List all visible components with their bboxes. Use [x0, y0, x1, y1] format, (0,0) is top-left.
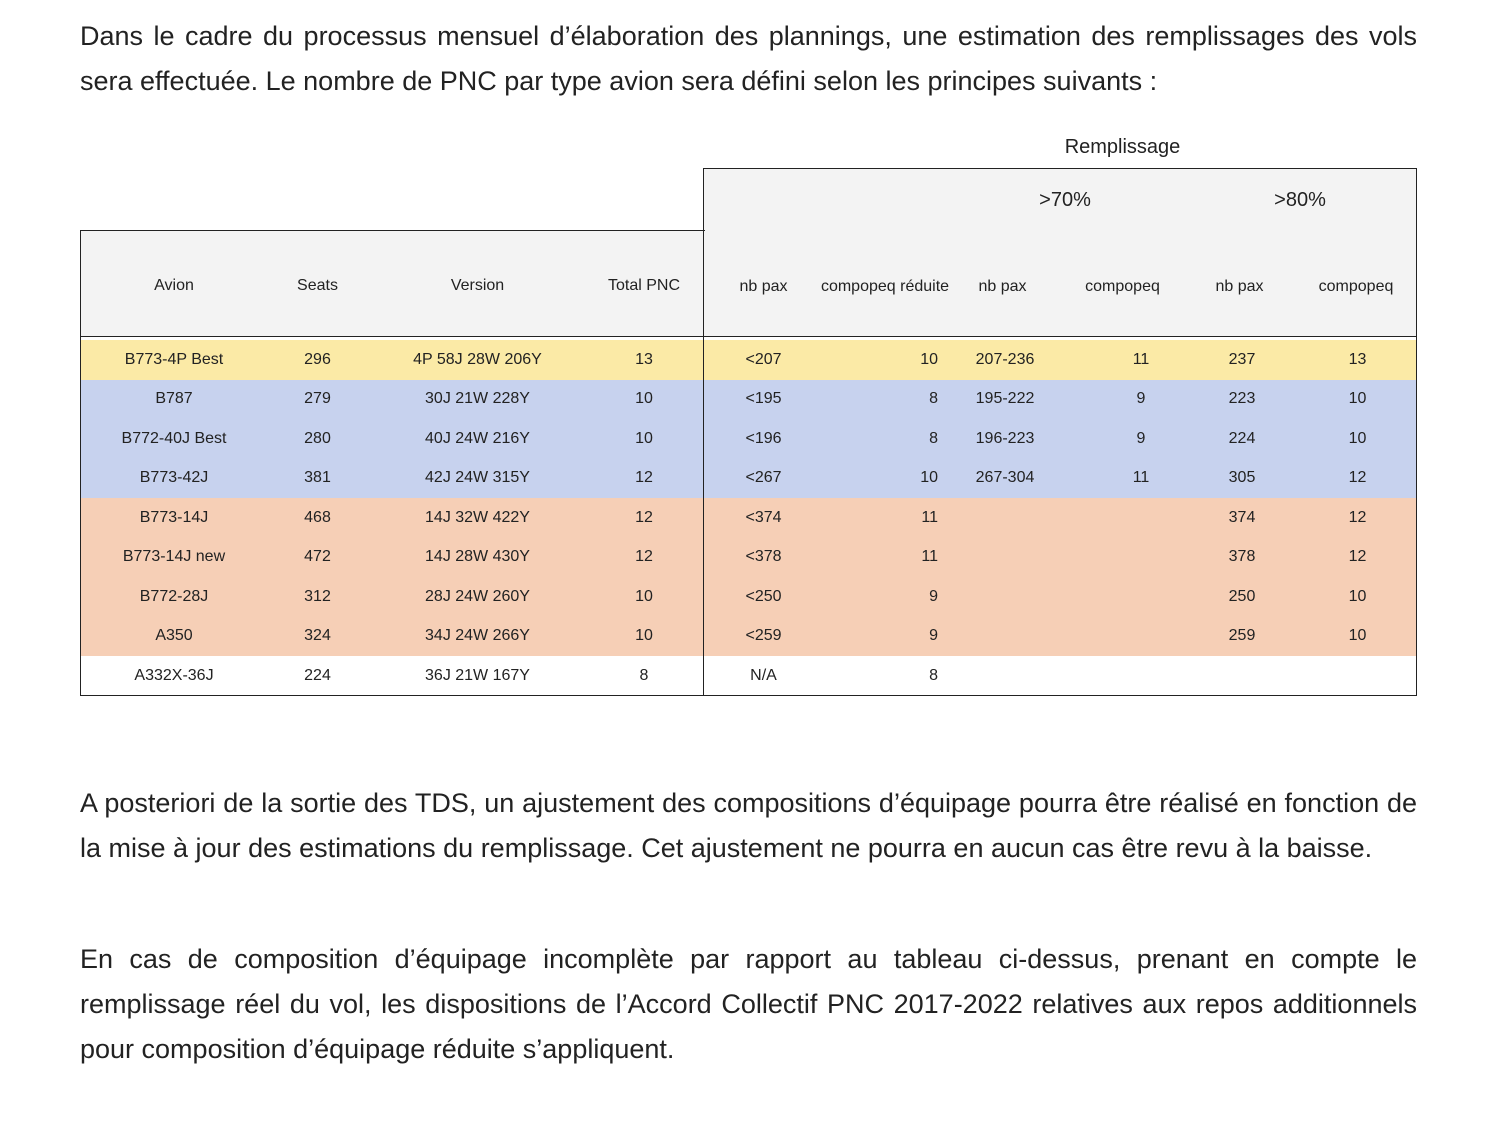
cell-avion: B772-40J Best	[121, 429, 227, 447]
cell-version: 4P 58J 28W 206Y	[413, 350, 542, 368]
cell-nb-pax-reduit: <374	[745, 508, 782, 526]
header-80: >80%	[1274, 189, 1326, 211]
cell-seats: 468	[304, 508, 331, 526]
cell-total-pnc: 10	[635, 429, 653, 447]
cell-compopeq-80: 12	[1348, 508, 1367, 526]
cell-nb-pax-80: 250	[1228, 587, 1256, 605]
cell-nb-pax-80: 223	[1228, 390, 1256, 408]
cell-total-pnc: 12	[635, 469, 653, 487]
cell-compopeq-80: 12	[1348, 469, 1367, 487]
cell-avion: B773-4P Best	[124, 350, 224, 368]
col-compopeq-80: compopeq	[1318, 278, 1394, 295]
cell-nb-pax-reduit: <207	[745, 350, 782, 368]
cell-version: 14J 32W 422Y	[425, 508, 530, 526]
cell-seats: 224	[304, 666, 331, 684]
cell-total-pnc: 10	[635, 390, 653, 408]
cell-compopeq-70	[1090, 538, 1192, 578]
col-nb-pax-70: nb pax	[978, 278, 1027, 295]
cell-compopeq-80: 10	[1348, 627, 1367, 645]
middle-border	[703, 168, 704, 696]
cell-compopeq-80: 10	[1348, 587, 1367, 605]
cell-avion: B773-42J	[139, 469, 209, 487]
top-border-left	[80, 230, 705, 231]
cell-nb-pax-reduit: N/A	[750, 666, 777, 684]
cell-total-pnc: 8	[639, 666, 649, 684]
cell-compopeq-70: 9	[1136, 429, 1146, 447]
cell-seats: 296	[304, 350, 331, 368]
cell-compopeq-reduite: 8	[929, 429, 938, 447]
cell-nb-pax-70: 195-222	[975, 390, 1035, 408]
cell-version: 36J 21W 167Y	[425, 666, 530, 684]
cell-compopeq-70	[1090, 577, 1192, 617]
cell-seats: 381	[304, 469, 331, 487]
cell-version: 34J 24W 266Y	[425, 627, 530, 645]
cell-nb-pax-70	[960, 617, 1050, 657]
cell-nb-pax-80: 224	[1228, 429, 1256, 447]
cell-avion: B773-14J	[139, 508, 209, 526]
cell-seats: 280	[304, 429, 331, 447]
cell-avion: A350	[155, 627, 193, 645]
cell-nb-pax-80	[1196, 656, 1288, 696]
cell-compopeq-reduite: 10	[920, 350, 938, 368]
cell-nb-pax-80: 237	[1228, 350, 1256, 368]
cell-avion: B773-14J new	[122, 548, 226, 566]
cell-total-pnc: 12	[635, 548, 653, 566]
cell-compopeq-80: 10	[1348, 390, 1367, 408]
cell-nb-pax-reduit: <378	[745, 548, 782, 566]
cell-nb-pax-reduit: <267	[745, 469, 782, 487]
right-border	[1416, 168, 1417, 696]
col-seats: Seats	[297, 277, 338, 294]
cell-nb-pax-80: 305	[1228, 469, 1256, 487]
cell-version: 30J 21W 228Y	[425, 390, 530, 408]
cell-nb-pax-reduit: <196	[745, 429, 782, 447]
cell-nb-pax-reduit: <250	[745, 587, 782, 605]
cell-compopeq-70	[1090, 498, 1192, 538]
cell-avion: A332X-36J	[134, 666, 214, 684]
cell-compopeq-reduite: 9	[929, 627, 938, 645]
cell-compopeq-80: 10	[1348, 429, 1367, 447]
top-border-right	[703, 168, 1417, 169]
cell-compopeq-reduite: 11	[921, 548, 938, 566]
cell-version: 28J 24W 260Y	[425, 587, 530, 605]
col-compopeq-reduite: compopeq réduite	[820, 278, 950, 295]
bottom-border	[80, 695, 1417, 696]
col-version: Version	[450, 277, 505, 294]
cell-seats: 279	[304, 390, 331, 408]
col-nb-pax-80: nb pax	[1215, 278, 1264, 295]
adjustment-paragraph: A posteriori de la sortie des TDS, un ajustement des compositions d’équipage pourra être réalisé en fonction de la mise à jour des estimations du remplissage. Cet ajustement ne pourra en aucun cas être revu à la baisse.	[80, 788, 1417, 863]
cell-nb-pax-reduit: <195	[745, 390, 782, 408]
cell-total-pnc: 13	[635, 350, 653, 368]
cell-nb-pax-70	[960, 577, 1050, 617]
cell-nb-pax-70	[960, 538, 1050, 578]
cell-version: 14J 28W 430Y	[425, 548, 530, 566]
cell-seats: 312	[304, 587, 331, 605]
incomplete-composition-paragraph: En cas de composition d’équipage incomplète par rapport au tableau ci-dessus, prenant en compte le remplissage réel du vol, les dispositions de l’Accord Collectif PNC 2017-2022 relatives aux repos additionnels pour composition d’équipage réduite s’appliquent.	[80, 944, 1417, 1064]
cell-seats: 472	[304, 548, 331, 566]
cell-nb-pax-80: 378	[1228, 548, 1256, 566]
col-avion: Avion	[154, 277, 194, 294]
cell-compopeq-80	[1310, 656, 1405, 696]
header-70: >70%	[1039, 189, 1091, 211]
cell-nb-pax-70	[960, 498, 1050, 538]
cell-nb-pax-80: 259	[1228, 627, 1256, 645]
cell-nb-pax-70: 196-223	[975, 429, 1035, 447]
intro-paragraph: Dans le cadre du processus mensuel d’élaboration des plannings, une estimation des remplissages des vols sera effectuée. Le nombre de PNC par type avion sera défini selon les principes suivants :	[80, 21, 1417, 96]
remplissage-header: Remplissage	[1064, 136, 1181, 158]
col-nb-pax-reduit: nb pax	[739, 278, 788, 295]
cell-avion: B772-28J	[139, 587, 209, 605]
cell-compopeq-reduite: 10	[920, 469, 938, 487]
cell-nb-pax-70	[960, 656, 1050, 696]
cell-compopeq-reduite: 8	[929, 390, 938, 408]
cell-avion: B787	[155, 390, 193, 408]
cell-compopeq-reduite: 9	[929, 587, 938, 605]
cell-compopeq-70: 9	[1136, 390, 1146, 408]
cell-compopeq-70: 11	[1132, 469, 1150, 487]
cell-compopeq-70	[1090, 656, 1192, 696]
cell-compopeq-reduite: 11	[921, 508, 938, 526]
col-total-pnc: Total PNC	[607, 277, 681, 294]
cell-nb-pax-70: 207-236	[975, 350, 1035, 368]
cell-compopeq-80: 13	[1348, 350, 1367, 368]
cell-compopeq-70	[1090, 617, 1192, 657]
cell-total-pnc: 10	[635, 587, 653, 605]
cell-nb-pax-reduit: <259	[745, 627, 782, 645]
cell-version: 40J 24W 216Y	[425, 429, 530, 447]
cell-nb-pax-80: 374	[1228, 508, 1256, 526]
cell-compopeq-80: 12	[1348, 548, 1367, 566]
cell-version: 42J 24W 315Y	[425, 469, 530, 487]
header-separator	[80, 336, 1417, 337]
cell-nb-pax-70: 267-304	[975, 469, 1035, 487]
cell-total-pnc: 12	[635, 508, 653, 526]
cell-seats: 324	[304, 627, 331, 645]
cell-total-pnc: 10	[635, 627, 653, 645]
col-compopeq-70: compopeq	[1085, 278, 1160, 295]
left-border	[80, 230, 81, 696]
cell-compopeq-70: 11	[1132, 350, 1150, 368]
cell-compopeq-reduite: 8	[929, 666, 938, 684]
